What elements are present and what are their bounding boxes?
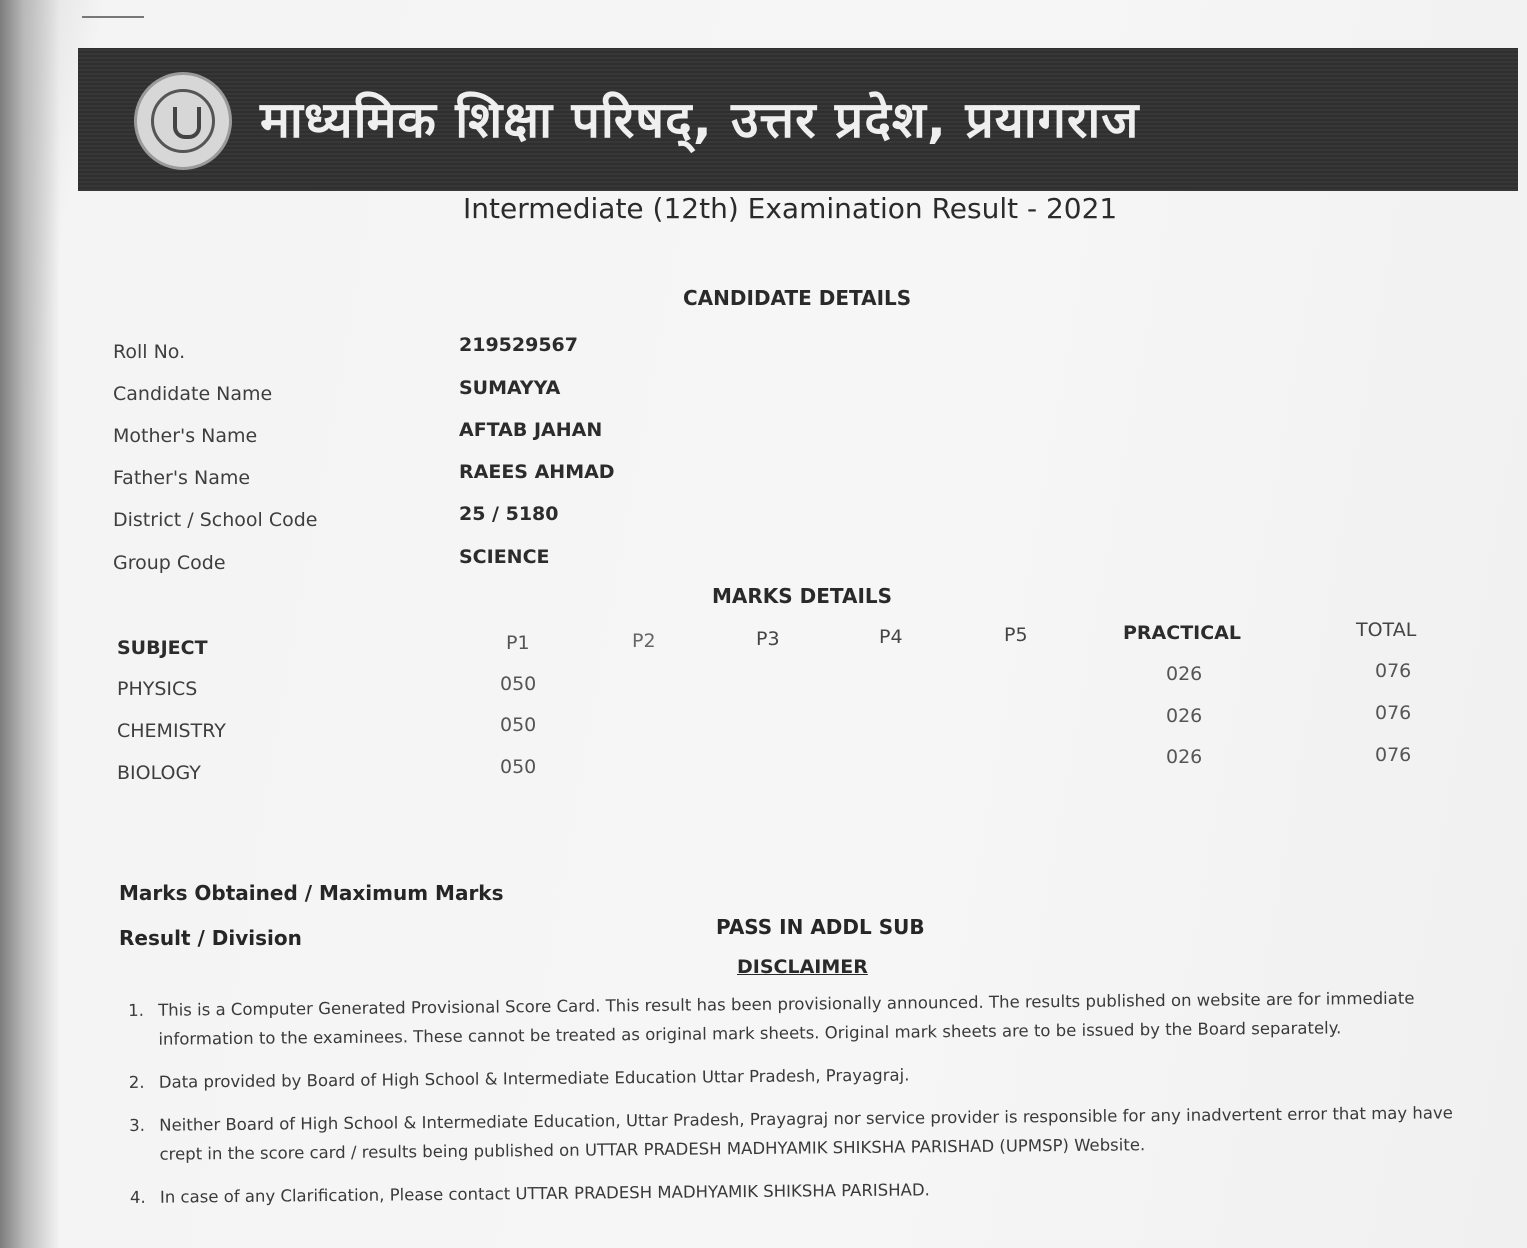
disclaimer-item <box>130 1170 1490 1212</box>
disclaimer-text: Data provided by Board of High School & Intermediate Education Uttar Pradesh, Prayagraj. <box>158 1065 910 1092</box>
board-title: माध्यमिक शिक्षा परिषद्, उत्तर प्रदेश, प्रयागराज <box>260 91 1140 149</box>
result-value: PASS IN ADDL SUB <box>716 915 925 939</box>
chemistry-p1: 050 <box>500 714 537 736</box>
group-code-value: SCIENCE <box>459 546 550 568</box>
corner-mark <box>82 16 144 18</box>
disclaimer-number: 2. <box>128 1072 145 1092</box>
candidate-name-label: Candidate Name <box>113 383 273 405</box>
col-practical: PRACTICAL <box>1123 622 1241 644</box>
roll-no-label: Roll No. <box>113 341 186 363</box>
physics-p1: 050 <box>500 673 537 695</box>
col-p3: P3 <box>756 628 780 650</box>
disclaimer-text: This is a Computer Generated Provisional Score Card. This result has been provisionally announced. The results published on website are for immediate information to the examinees. These cannot be treated as original mark sheets. Original mark sheets are to be issued by the Board separately. <box>158 988 1415 1049</box>
marks-details-heading: MARKS DETAILS <box>712 584 893 608</box>
disclaimer-list <box>128 983 1490 1226</box>
subject-chemistry: CHEMISTRY <box>117 720 226 742</box>
col-p4: P4 <box>879 626 903 648</box>
exam-title: Intermediate (12th) Examination Result - 2021 <box>463 192 1118 225</box>
disclaimer-number: 4. <box>129 1187 146 1207</box>
mother-name-value: AFTAB JAHAN <box>459 419 603 441</box>
chemistry-total: 076 <box>1375 702 1412 724</box>
biology-practical: 026 <box>1166 746 1203 768</box>
disclaimer-number: 3. <box>129 1115 146 1135</box>
biology-p1: 050 <box>500 756 537 778</box>
disclaimer-item <box>128 983 1488 1054</box>
physics-practical: 026 <box>1166 663 1203 685</box>
biology-total: 076 <box>1375 744 1412 766</box>
father-name-value: RAEES AHMAD <box>459 461 615 483</box>
col-subject: SUBJECT <box>117 637 208 659</box>
candidate-details-heading: CANDIDATE DETAILS <box>683 286 912 310</box>
group-code-label: Group Code <box>113 552 226 574</box>
col-p1: P1 <box>506 632 530 654</box>
chemistry-practical: 026 <box>1166 705 1203 727</box>
father-name-label: Father's Name <box>113 467 251 489</box>
disclaimer-item <box>129 1098 1489 1169</box>
disclaimer-title: DISCLAIMER <box>737 956 868 978</box>
result-division-label: Result / Division <box>119 926 302 950</box>
col-total: TOTAL <box>1356 619 1417 641</box>
roll-no-value: 219529567 <box>459 334 578 356</box>
disclaimer-text: Neither Board of High School & Intermediate Education, Uttar Pradesh, Prayagraj nor service provider is responsible for any inadvertent error that may have crept in the score card / results being published on UTTAR PRADESH MADHYAMIK SHIKSHA PARISHAD (UPMSP) Website. <box>159 1103 1453 1164</box>
paper-fold-shadow <box>0 0 60 1248</box>
marks-obtained-label: Marks Obtained / Maximum Marks <box>119 881 504 905</box>
disclaimer-number: 1. <box>128 1000 144 1020</box>
col-p5: P5 <box>1004 624 1028 646</box>
physics-total: 076 <box>1375 660 1412 682</box>
disclaimer-item <box>129 1055 1489 1097</box>
candidate-name-value: SUMAYYA <box>459 377 561 399</box>
disclaimer-text: In case of any Clarification, Please contact UTTAR PRADESH MADHYAMIK SHIKSHA PARISHAD. <box>159 1180 930 1207</box>
mother-name-label: Mother's Name <box>113 425 258 447</box>
district-school-code-value: 25 / 5180 <box>459 503 559 525</box>
upmsp-seal-icon <box>134 72 232 170</box>
header-banner <box>78 48 1518 191</box>
subject-biology: BIOLOGY <box>117 762 201 784</box>
district-school-code-label: District / School Code <box>113 509 318 531</box>
subject-physics: PHYSICS <box>117 678 198 700</box>
col-p2: P2 <box>632 630 656 652</box>
